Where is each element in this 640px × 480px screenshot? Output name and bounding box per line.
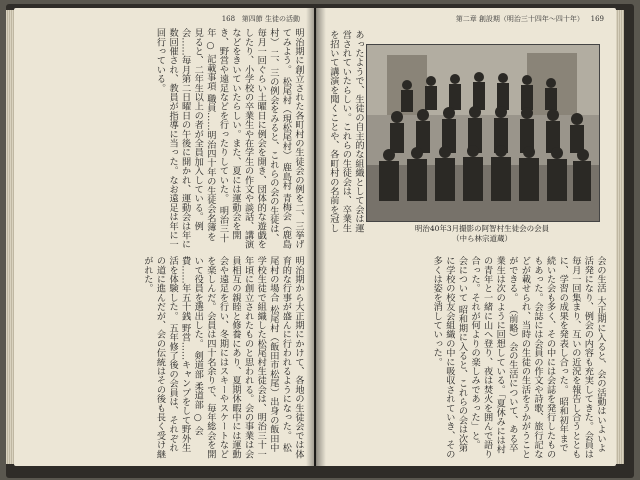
right-page-section-title: 第二章 創設期（明治三十四年〜四十年） [455, 15, 584, 23]
right-lower-paragraph: 会の生活 大正期に入ると、会の活動はいよいよ活発になり、例会の内容も充実してきた。会員は毎月一回集まり、互いの近況を報告し合うとともに、学習の成果を発表し合った。 昭和初年まで続いた会も多く、その中には会誌を発行したものもあった。会誌には会員の作文や詩歌、旅行記などが載せられ、当時の生徒の生活をうかがうことができる。 （前略）会の生活について、ある卒業生は次のように回想している。「夏休みには村の青年と一緒に山へ登り、夜は焚火を囲んで語り合った。それが何よりの楽しみであった」と。 会について 昭和期に入ると、これらの会は次第に学校の校友会組織の中に吸収されていき、その多くは姿を消していった。 [431, 256, 606, 459]
photo-caption [382, 224, 582, 244]
photo-caption-line2: （中ら林宗道蔵） [452, 234, 512, 243]
book-gutter [306, 8, 326, 466]
left-page [14, 8, 314, 466]
group-photograph [366, 44, 600, 222]
page-edges-left [6, 10, 14, 464]
left-upper-paragraph: 明治期に創立された各町村の生徒会の例を二、三挙げてみよう。 松尾村（現松尾村） 鹿島村 青梅会（鹿島村） 二、三の例会をみると、これらの会の生徒は、毎月一回ぐらい土曜日に例会を開き、団体的な遊戯をしたり、小学校の卒業生や在学生の作文や談話、講演などをきいていたらしい。また、夏には運動会を開き、野営や遠足などを行ったりしていた。 明治三十年 ○ 記載事項 職員……明治四十年の生徒会名簿を見ると、二年生以上の者が全員加入している。例会……毎月第二日曜日の午後に開かれ、運動会は年に数回催され、教員が指導に当った。なお遠足は年に一回行っている。 [154, 28, 304, 249]
right-page-header [456, 14, 604, 24]
page-edges-right [616, 10, 624, 464]
right-page-number: 169 [590, 15, 604, 23]
right-upper-paragraph: あったようで、生徒の自主的な組織として会は運営されていたらしい。これらの生徒会は、卒業生を招いて講演を聞くことや、各町村の名前を冠し [328, 30, 364, 233]
right-page [316, 8, 616, 466]
right-lower-text [324, 256, 606, 460]
left-page-number: 168 [221, 15, 236, 23]
right-upper-text [328, 30, 364, 238]
left-lower-paragraph: 明治期から大正期にかけて、各地の生徒会では体育的な行事が盛んに行われるようになった。 松尾村の場合 松尾村（飯田市松尾）出身の飯田中学校生徒で組織した松尾村生徒会は、明治三十一年頃に創立されたものと思われる。会の事業は会員相互の親睦と修養にあり、夏期休暇中には運動会や遠足を行い、冬期にはスキーやスケートなどを楽しんだ。会員は四十名余りで、毎年総会を開いて役員を選出した。 剣道部 柔道部 ○ 会費……年五十銭 野営……キャンプをして野外生活を体験した。 五年修了後の会員は、それぞれの道に進んだが、会の伝統はその後も長く受け継がれた。 [141, 256, 304, 459]
left-upper-text [22, 28, 304, 250]
left-lower-text [22, 256, 304, 460]
left-page-section-title: 第四節 生徒の活動 [241, 15, 300, 23]
left-page-header [222, 14, 300, 24]
photo-caption-line1: 明治40年3月撮影の阿智村生徒会の会員 [414, 224, 550, 233]
group-photograph-image [367, 45, 599, 221]
